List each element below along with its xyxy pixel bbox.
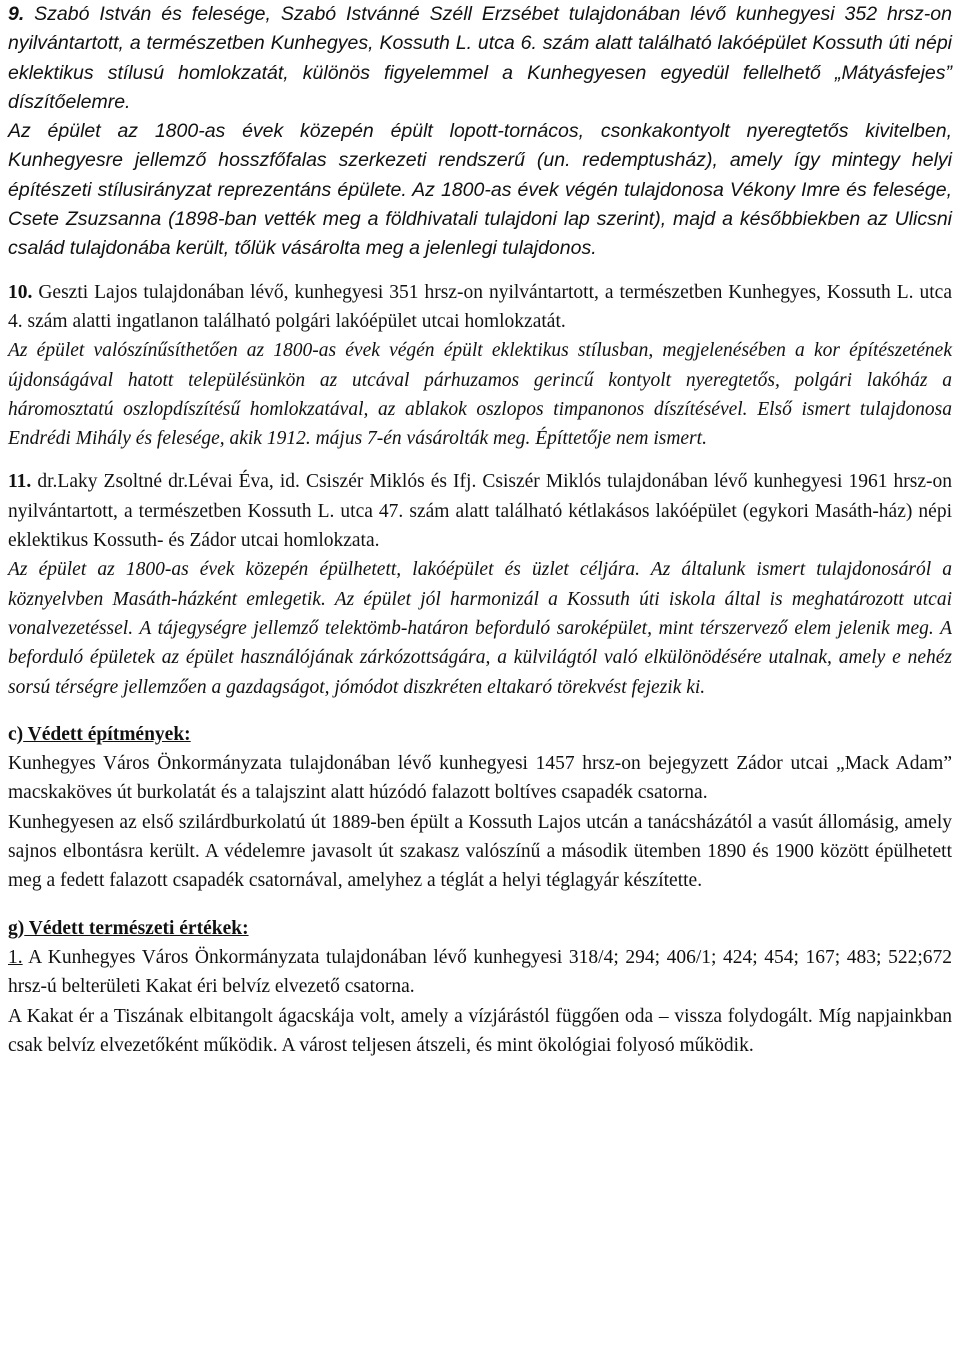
- section-c-letter: c): [8, 723, 24, 745]
- section-g-title: Védett természeti értékek:: [24, 917, 249, 939]
- section-g-item-number: 1.: [8, 946, 23, 968]
- item-11-intro: [8, 467, 952, 555]
- section-c-heading: [8, 720, 952, 749]
- item-11-number: 11.: [8, 471, 32, 493]
- spacer: [8, 702, 952, 720]
- section-c: [8, 720, 952, 896]
- item-10-intro: [8, 278, 952, 337]
- section-g-heading: [8, 914, 952, 943]
- item-10-body: Az épület valószínűsíthetően az 1800-as évek végén épült eklektikus stílusban, megjelenésében a kor építészetének újdonságával hatott településünkön az utcával párhuzamos gerincű kontyolt nyeregtetős, polgári lakóház a háromosztatú oszlopdíszítésű homlokzatával, az ablakok oszlopos timpanonos díszítésével. Első ismert tulajdonosa Endrédi Mihály és felesége, akik 1912. május 7-én vásárolták meg. Építtetője nem ismert.: [8, 340, 952, 450]
- section-g-letter: g): [8, 917, 25, 939]
- item-10-intro-text: Geszti Lajos tulajdonában lévő, kunhegyesi 351 hrsz-on nyilvántartott, a természetben Kunhegyes, Kossuth L. utca 4. szám alatti ingatlanon található polgári lakóépület utcai homlokzatát.: [8, 281, 952, 332]
- item-11: [8, 467, 952, 701]
- spacer: [8, 264, 952, 278]
- item-9: [8, 0, 952, 264]
- section-g-item-text: A Kunhegyes Város Önkormányzata tulajdonában lévő kunhegyesi 318/4; 294; 406/1; 424; 454; 167; 483; 522;672 hrsz-ú belterületi Kakat éri belvíz elvezető csatorna.: [8, 946, 952, 998]
- item-11-body: Az épület az 1800-as évek közepén épülhetett, lakóépület és üzlet céljára. Az általunk ismert tulajdonosáról a köznyelvben Masáth-házként emlegetik. Az épület jól harmonizál a Kossuth úti iskola által is meghatározott utcai vonalvezetéssel. A tájegységre jellemző telektömb-határon beforduló saroképület, mint térszervező elem jelenik meg. A beforduló épületek az épület használójának zárkózottságára, a külvilágtól való elkülönödésére utalnak, amely e nehéz sorsú térségre jellemzően a gazdagságot, jómódot diszkréten eltakaró törekvést fejezik ki.: [8, 559, 952, 698]
- item-10-number: 10.: [8, 281, 33, 303]
- item-9-intro-text: Szabó István és felesége, Szabó Istvánné Széll Erzsébet tulajdonában lévő kunhegyesi 352 hrsz-on nyilvántartott, a természetben Kunhegyes, Kossuth L. utca 6. szám alatt található lakóépület Kossuth úti népi eklektikus stílusú homlokzatát, különös figyelemmel a Kunhegyesen egyedül fellelhető „Mátyásfejes” díszítőelemre.: [8, 3, 952, 113]
- section-c-paragraph-2: Kunhegyesen az első szilárdburkolatú út 1889-ben épült a Kossuth Lajos utcán a tanácsházától a vasút állomásig, amely sajnos elbontásra került. A védelemre javasolt út szakasz valószínű a második ütemben 1890 és 1900 között épülhetett meg a fedett falazott csapadék csatornával, amelyhez a téglát a helyi téglagyár készítette.: [8, 811, 952, 892]
- spacer: [8, 896, 952, 914]
- section-c-title: Védett építmények:: [23, 723, 191, 745]
- section-c-paragraph-1: Kunhegyes Város Önkormányzata tulajdonában lévő kunhegyesi 1457 hrsz-on bejegyzett Zádor utcai „Mack Adam” macskaköves út burkolatát és a talajszint alatt húzódó falazott boltíves csapadék csatorna.: [8, 753, 952, 804]
- item-11-intro-text: dr.Laky Zsoltné dr.Lévai Éva, id. Csiszér Miklós és Ifj. Csiszér Miklós tulajdonában lévő kunhegyesi 1961 hrsz-on nyilvántartott, a természetben Kossuth L. utca 47. szám alatt található kétlakásos lakóépület (egykori Masáth-ház) népi eklektikus Kossuth- és Zádor utcai homlokzata.: [8, 471, 952, 552]
- spacer: [8, 453, 952, 467]
- section-g-paragraph-2: A Kakat ér a Tiszának elbitangolt ágacskája volt, amely a vízjárástól függően oda – vissza folydogált. Míg napjainkban csak belvíz elvezetőként működik. A várost teljesen átszeli, és mint ökológiai folyosó működik.: [8, 1005, 952, 1056]
- item-9-number: 9.: [8, 3, 25, 25]
- section-g-paragraph-1: [8, 943, 952, 1002]
- item-9-intro: [8, 0, 952, 117]
- item-9-body: Az épület az 1800-as évek közepén épült lopott-tornácos, csonkakontyolt nyeregtetős kivitelben, Kunhegyesre jellemző hosszfőfalas szerkezeti rendszerű (un. redemptusház), amely így mintegy helyi építészeti stílusirányzat reprezentáns épülete. Az 1800-as évek végén tulajdonosa Vékony Imre és felesége, Csete Zsuzsanna (1898-ban vették meg a földhivatali tulajdoni lap szerint), majd a későbbiekben az Ulicsni család tulajdonába került, tőlük vásárolta meg a jelenlegi tulajdonos.: [8, 120, 952, 260]
- item-10: [8, 278, 952, 454]
- section-g: [8, 914, 952, 1060]
